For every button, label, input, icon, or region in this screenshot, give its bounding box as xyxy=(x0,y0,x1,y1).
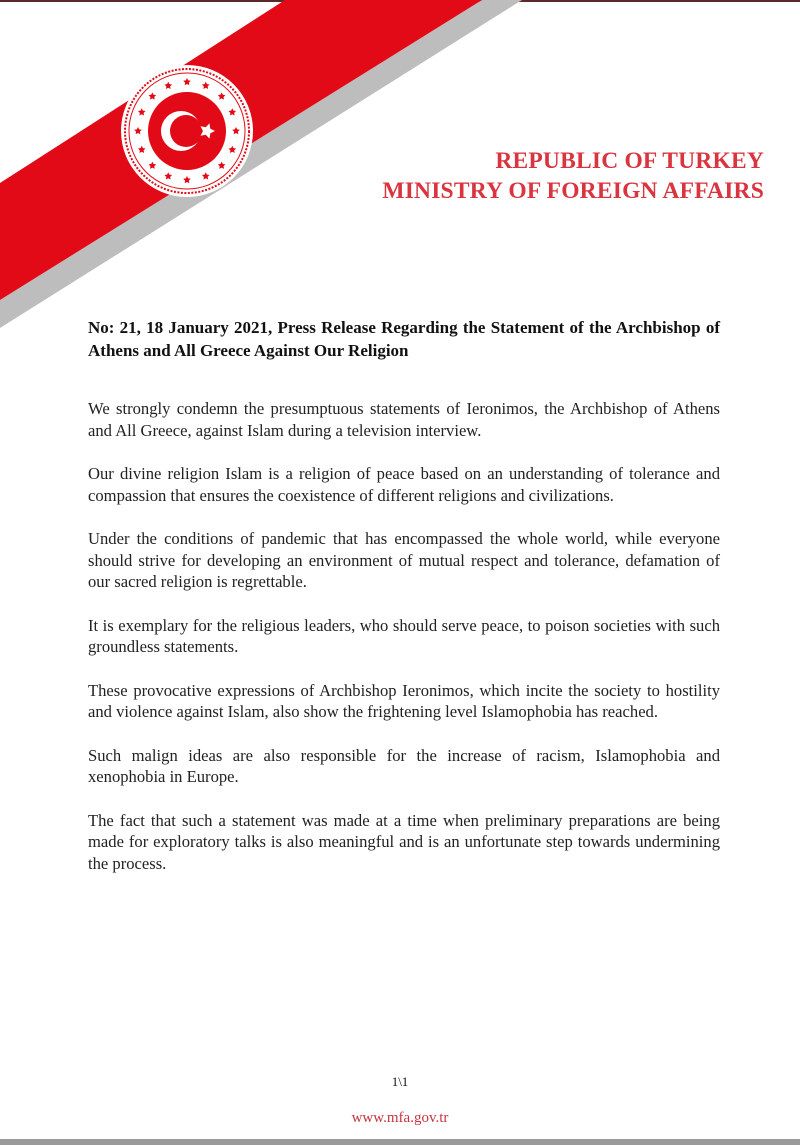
bottom-border xyxy=(0,1139,800,1145)
paragraph: We strongly condemn the presumptuous statements of Ieronimos, the Archbishop of Athens and All Greece, against Islam during a television interview. xyxy=(88,399,720,440)
paragraph: The fact that such a statement was made at a time when preliminary preparations are being made for exploratory talks is also meaningful and is an unfortunate step towards undermining the process. xyxy=(88,810,720,873)
ministry-emblem-icon xyxy=(121,65,253,197)
header-line-1: REPUBLIC OF TURKEY xyxy=(495,148,764,174)
page-number: 1\1 xyxy=(391,1074,409,1089)
ministry-header xyxy=(382,146,764,206)
paragraph: Such malign ideas are also responsible for the increase of racism, Islamophobia and xenophobia in Europe. xyxy=(88,745,720,786)
press-release-body xyxy=(88,398,720,896)
paragraph: It is exemplary for the religious leaders, who should serve peace, to poison societies with such groundless statements. xyxy=(88,615,720,656)
website-link[interactable]: www.mfa.gov.tr xyxy=(351,1110,449,1126)
paragraph: Under the conditions of pandemic that has encompassed the whole world, while everyone should strive for developing an environment of mutual respect and tolerance, defamation of our sacred religion is regrettable. xyxy=(88,529,720,591)
paragraph: These provocative expressions of Archbishop Ieronimos, which incite the society to hostility and violence against Islam, also show the frightening level Islamophobia has reached. xyxy=(88,680,720,721)
header-line-2: MINISTRY OF FOREIGN AFFAIRS xyxy=(382,178,764,204)
paragraph: Our divine religion Islam is a religion of peace based on an understanding of tolerance and compassion that ensures the coexistence of different religions and civilizations. xyxy=(88,464,720,505)
press-release-title: No: 21, 18 January 2021, Press Release Regarding the Statement of the Archbishop of Athens and All Greece Against Our Religion xyxy=(88,318,720,360)
